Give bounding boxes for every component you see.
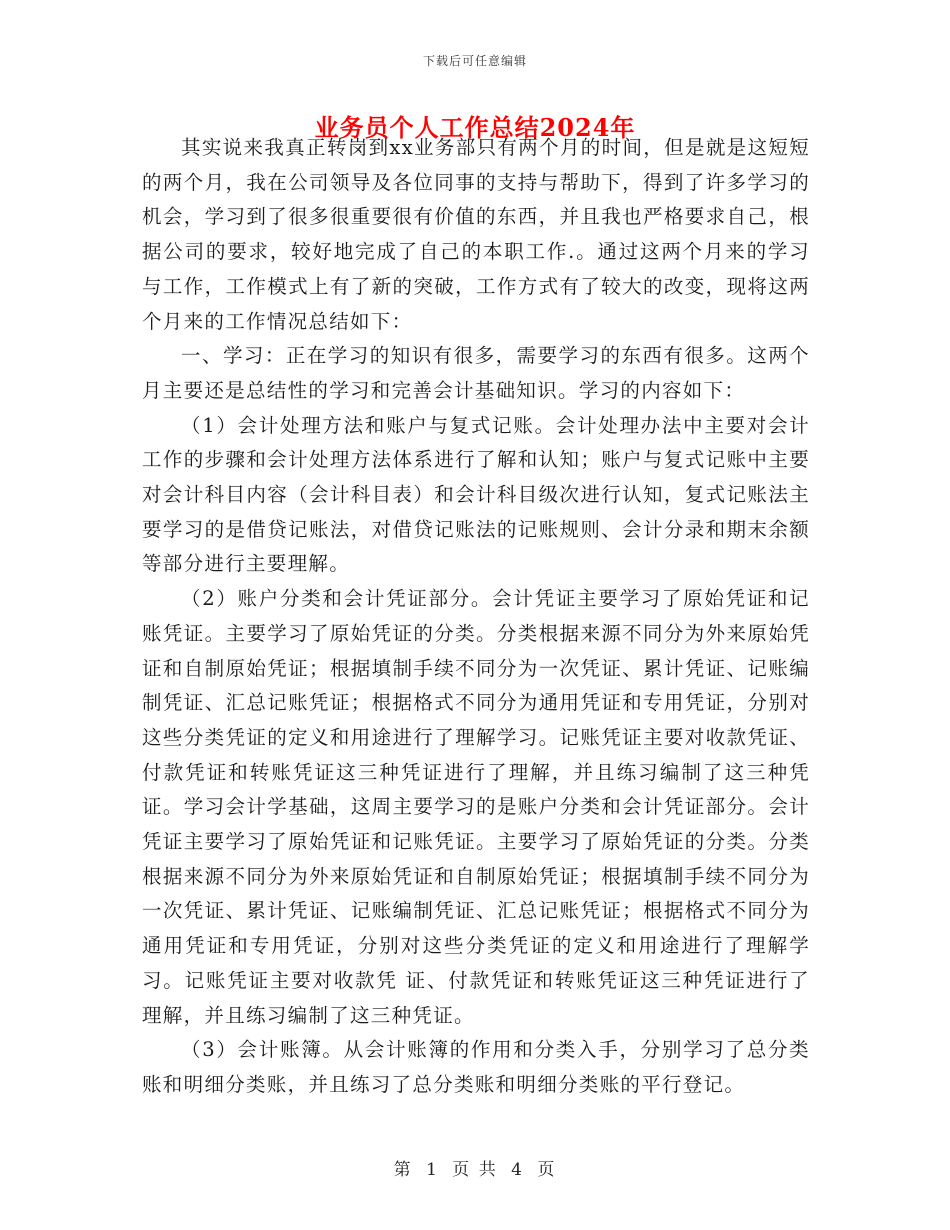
paragraph-section-study: 一、学习：正在学习的知识有很多，需要学习的东西有很多。这两个月主要还是总结性的学习和完善会计基础知识。学习的内容如下： [142, 344, 810, 402]
footer-prefix: 第 [393, 1160, 413, 1180]
document-title: 业务员个人工作总结2024年 [314, 113, 636, 142]
paragraph-intro: 其实说来我真正转岗到xx业务部只有两个月的时间，但是就是这短短的两个月，我在公司领导及各位同事的支持与帮助下，得到了许多学习的机会，学习到了很多很重要很有价值的东西，并且我也严格要求自己，根据公司的要求，较好地完成了自己的本职工作.。通过这两个月来的学习与工作，工作模式上有了新的突破，工作方式有了较大的改变，现将这两个月来的工作情况总结如下： [142, 136, 810, 333]
page-footer [0, 1155, 950, 1180]
paragraph-item-2: （2）账户分类和会计凭证部分。会计凭证主要学习了原始凭证和记账凭证。主要学习了原始凭证的分类。分类根据来源不同分为外来原始凭证和自制原始凭证；根据填制手续不同分为一次凭证、累计凭证、记账编制凭证、汇总记账凭证；根据格式不同分为通用凭证和专用凭证，分别对这些分类凭证的定义和用途进行了理解学习。记账凭证主要对收款凭证、付款凭证和转账凭证这三种凭证进行了理解，并且练习编制了这三种凭证。学习会计学基础，这周主要学习的是账户分类和会计凭证部分。会计凭证主要学习了原始凭证和记账凭证。主要学习了原始凭证的分类。分类根据来源不同分为外来原始凭证和自制原始凭证；根据填制手续不同分为一次凭证、累计凭证、记账编制凭证、汇总记账凭证；根据格式不同分为通用凭证和专用凭证，分别对这些分类凭证的定义和用途进行了理解学习。记账凭证主要对收款凭 证、付款凭证和转账凭证这三种凭证进行了理解，并且练习编制了这三种凭证。 [142, 587, 810, 1027]
document-body [142, 131, 810, 1103]
footer-middle: 页 共 [452, 1160, 498, 1180]
footer-current-page: 1 [426, 1160, 439, 1180]
footer-suffix: 页 [537, 1160, 557, 1180]
footer-total-pages: 4 [511, 1160, 524, 1180]
paragraph-item-3: （3）会计账簿。从会计账簿的作用和分类入手，分别学习了总分类账和明细分类账，并且练习了总分类账和明细分类账的平行登记。 [142, 1038, 810, 1096]
paragraph-item-1: （1）会计处理方法和账户与复式记账。会计处理办法中主要对会计工作的步骤和会计处理方法体系进行了解和认知；账户与复式记账中主要对会计科目内容（会计科目表）和会计科目级次进行认知，复式记账法主要学习的是借贷记账法，对借贷记账法的记账规则、会计分录和期末余额等部分进行主要理解。 [142, 413, 810, 576]
header-note: 下载后可任意编辑 [422, 54, 527, 68]
